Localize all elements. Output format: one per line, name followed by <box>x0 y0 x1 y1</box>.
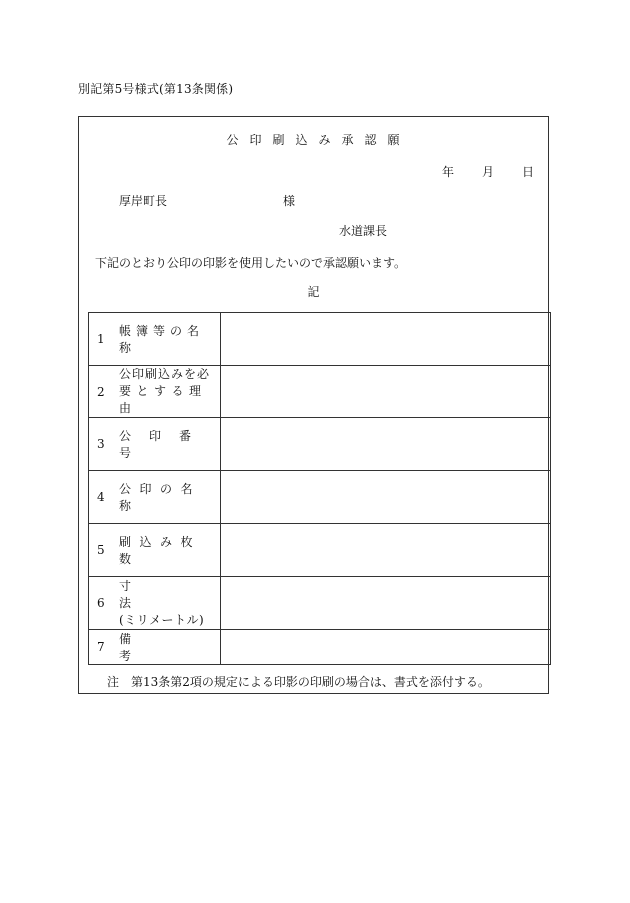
honorific: 様 <box>283 194 296 208</box>
row-label <box>119 366 220 417</box>
row-value-cell[interactable] <box>221 418 551 471</box>
row-label-text: 帳簿等の名称 <box>119 324 205 355</box>
row-number: 5 <box>97 543 105 557</box>
row-label-cell <box>89 418 221 471</box>
row-value-cell[interactable] <box>221 366 551 418</box>
row-label-cell <box>89 366 221 418</box>
row-label-line1-text: 寸法 <box>119 578 200 610</box>
row-label-cell <box>89 577 221 630</box>
row-number: 2 <box>97 384 105 399</box>
request-statement: 下記のとおり公印の印影を使用したいので承認願います。 <box>95 256 407 270</box>
row-label-cell <box>89 471 221 524</box>
table-row <box>89 418 551 471</box>
row-label <box>119 578 220 629</box>
row-value-cell[interactable] <box>221 471 551 524</box>
month-label: 月 <box>481 165 494 179</box>
year-label: 年 <box>441 165 454 179</box>
row-value-cell[interactable] <box>221 524 551 577</box>
table-row <box>89 524 551 577</box>
sender: 水道課長 <box>339 224 388 238</box>
application-form <box>78 116 549 694</box>
row-label <box>119 630 220 664</box>
table-row <box>89 366 551 418</box>
form-reference: 別記第5号様式(第13条関係) <box>78 82 234 96</box>
row-value-cell[interactable] <box>221 630 551 665</box>
ki-heading: 記 <box>307 285 320 299</box>
row-label-text: 備考 <box>119 632 200 663</box>
row-label-line2: (ミリメートル) <box>119 612 205 627</box>
row-label-text: 刷込み枚数 <box>119 535 202 566</box>
row-label <box>119 427 220 461</box>
table-row <box>89 313 551 366</box>
row-value-cell[interactable] <box>221 577 551 630</box>
row-label-cell <box>89 524 221 577</box>
footnote: 注 第13条第2項の規定による印影の印刷の場合は、書式を添付する。 <box>107 675 490 689</box>
row-number: 3 <box>97 437 105 451</box>
items-table <box>88 312 551 665</box>
row-number: 1 <box>97 332 105 346</box>
table-row <box>89 471 551 524</box>
row-label <box>119 480 220 514</box>
form-title: 公印刷込み承認願 <box>226 133 411 147</box>
row-label-line1 <box>119 578 214 612</box>
date-line <box>442 163 534 180</box>
row-number: 4 <box>97 490 105 504</box>
row-label-line2: 要とする理由 <box>119 384 207 415</box>
row-value-cell[interactable] <box>221 313 551 366</box>
table-row <box>89 630 551 665</box>
row-number: 7 <box>97 640 105 654</box>
table-row <box>89 577 551 630</box>
row-label-cell <box>89 313 221 366</box>
addressee: 厚岸町長 <box>119 194 168 208</box>
day-label: 日 <box>521 165 534 179</box>
row-number: 6 <box>97 596 105 610</box>
row-label-cell <box>89 630 221 665</box>
row-label-text: 公印番号 <box>119 429 210 460</box>
row-label <box>119 533 220 567</box>
row-label-text: 公印の名称 <box>119 482 202 513</box>
row-label <box>119 322 220 356</box>
row-label-line1: 公印刷込みを必 <box>119 367 211 381</box>
